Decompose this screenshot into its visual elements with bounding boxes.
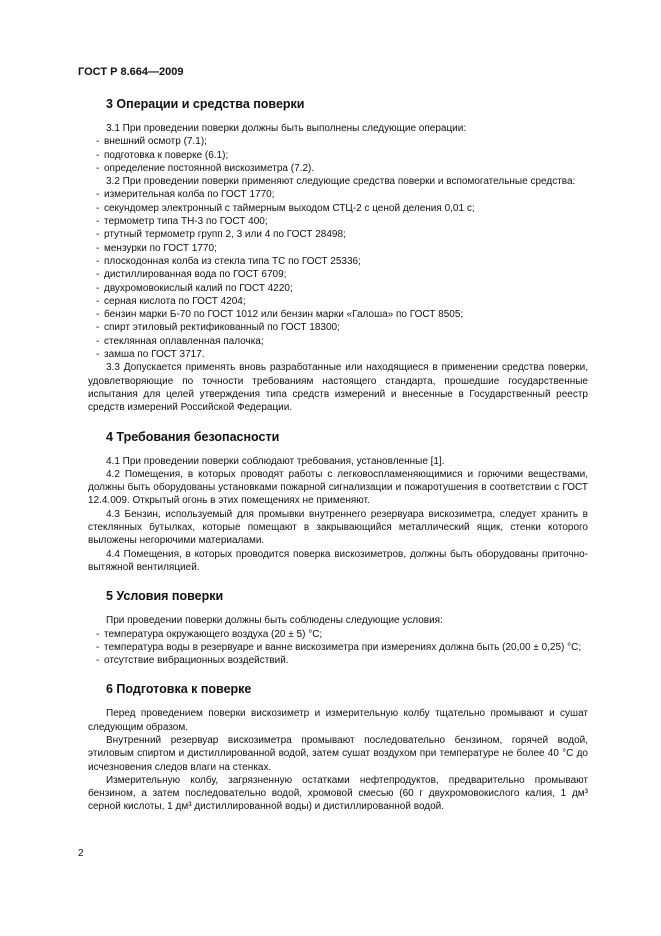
document-body xyxy=(88,96,588,814)
list-item: - подготовка к поверке (6.1); xyxy=(88,149,588,162)
list-item: - измерительная колба по ГОСТ 1770; xyxy=(88,188,588,201)
list-item: - температура окружающего воздуха (20 ± 5) °С; xyxy=(88,628,588,641)
list-item: - стеклянная оплавленная палочка; xyxy=(88,335,588,348)
section-5-title: 5 Условия поверки xyxy=(106,589,224,604)
list-item: - спирт этиловый ректификованный по ГОСТ 18300; xyxy=(88,321,588,334)
para-5-intro: При проведении поверки должны быть соблюдены следующие условия: xyxy=(106,615,443,627)
tools-list xyxy=(88,188,588,361)
para-3-1: 3.1 При проведении поверки должны быть выполнены следующие операции: xyxy=(106,123,467,134)
list-item: - плоскодонная колба из стекла типа ТС по ГОСТ 25336; xyxy=(88,255,588,268)
list-item: - отсутствие вибрационных воздействий. xyxy=(88,654,588,667)
para-6-1: Перед проведением поверки вискозиметр и измерительную колбу тщательно промывают и сушат следующим образом. xyxy=(88,708,588,733)
section-4-title: 4 Требования безопасности xyxy=(106,429,280,444)
page-number: 2 xyxy=(78,848,84,859)
list-item: - температура воды в резервуаре и ванне вискозиметра при измерениях должна быть (20,00 ± 0,25) °С; xyxy=(88,641,588,654)
list-item: - серная кислота по ГОСТ 4204; xyxy=(88,295,588,308)
para-3-2: 3.2 При проведении поверки применяют следующие средства поверки и вспомогательные средства: xyxy=(106,176,576,188)
list-item: - замша по ГОСТ 3717. xyxy=(88,348,588,361)
conditions-list xyxy=(88,628,588,668)
operations-list xyxy=(88,135,588,175)
para-4-2: 4.2 Помещения, в которых проводят работы с легковоспламеняющимися и горючими веществами, должны быть оборудованы установками пожарной сигнализации и пожаротушения в соответствии с ГОСТ 12.4.009. Открытый огонь в этих помещениях не применяют. xyxy=(88,468,588,507)
list-item: - определение постоянной вискозиметра (7.2). xyxy=(88,162,588,175)
list-item: - секундомер электронный с таймерным выходом СТЦ-2 с ценой деления 0,01 с; xyxy=(88,202,588,215)
list-item: - бензин марки Б-70 по ГОСТ 1012 или бензин марки «Галоша» по ГОСТ 8505; xyxy=(88,308,588,321)
list-item: - ртутный термометр групп 2, 3 или 4 по ГОСТ 28498; xyxy=(88,228,588,241)
section-3-title: 3 Операции и средства поверки xyxy=(106,97,305,111)
list-item: - внешний осмотр (7.1); xyxy=(88,135,588,148)
para-3-3: 3.3 Допускается применять вновь разработанные или находящиеся в применении средства поверки, удовлетворяющие по точности требованиям настоящего стандарта, прошедшие государственные испытания для целей утверждения типа средств измерений и внесенные в Государственный реестр средств измерений Российской Федерации. xyxy=(88,362,588,414)
para-6-3: Измерительную колбу, загрязненную остатками нефтепродуктов, предварительно промывают бензином, а затем последовательно водой, хромовой смесью (60 г двухромовокислого калия, 1 дм³ серной кислоты, 1 дм³ дистиллированной воды) и дистиллированной водой. xyxy=(88,774,588,813)
standard-header: ГОСТ Р 8.664—2009 xyxy=(78,66,184,78)
list-item: - дистиллированная вода по ГОСТ 6709; xyxy=(88,268,588,281)
section-6-title: 6 Подготовка к поверке xyxy=(106,682,252,697)
list-item: - двухромовокислый калий по ГОСТ 4220; xyxy=(88,282,588,295)
para-6-2: Внутренний резервуар вискозиметра промывают последовательно бензином, горячей водой, этиловым спиртом и дистиллированной водой, затем сушат воздухом при температуре не более 40 °С до исчезновения следов влаги на стенках. xyxy=(88,734,588,773)
list-item: - мензурки по ГОСТ 1770; xyxy=(88,242,588,255)
para-4-1: 4.1 При проведении поверки соблюдают требования, установленные [1]. xyxy=(106,455,445,467)
para-4-3: 4.3 Бензин, используемый для промывки внутреннего резервуара вискозиметра, следует хранить в стеклянных бутылках, которые помещают в закрывающийся металлический ящик, стенки которого выложены негорючими материалами. xyxy=(88,508,588,547)
para-4-4: 4.4 Помещения, в которых проводится поверка вискозиметров, должны быть оборудованы приточно-вытяжной вентиляцией. xyxy=(88,548,588,573)
list-item: - термометр типа ТН-3 по ГОСТ 400; xyxy=(88,215,588,228)
